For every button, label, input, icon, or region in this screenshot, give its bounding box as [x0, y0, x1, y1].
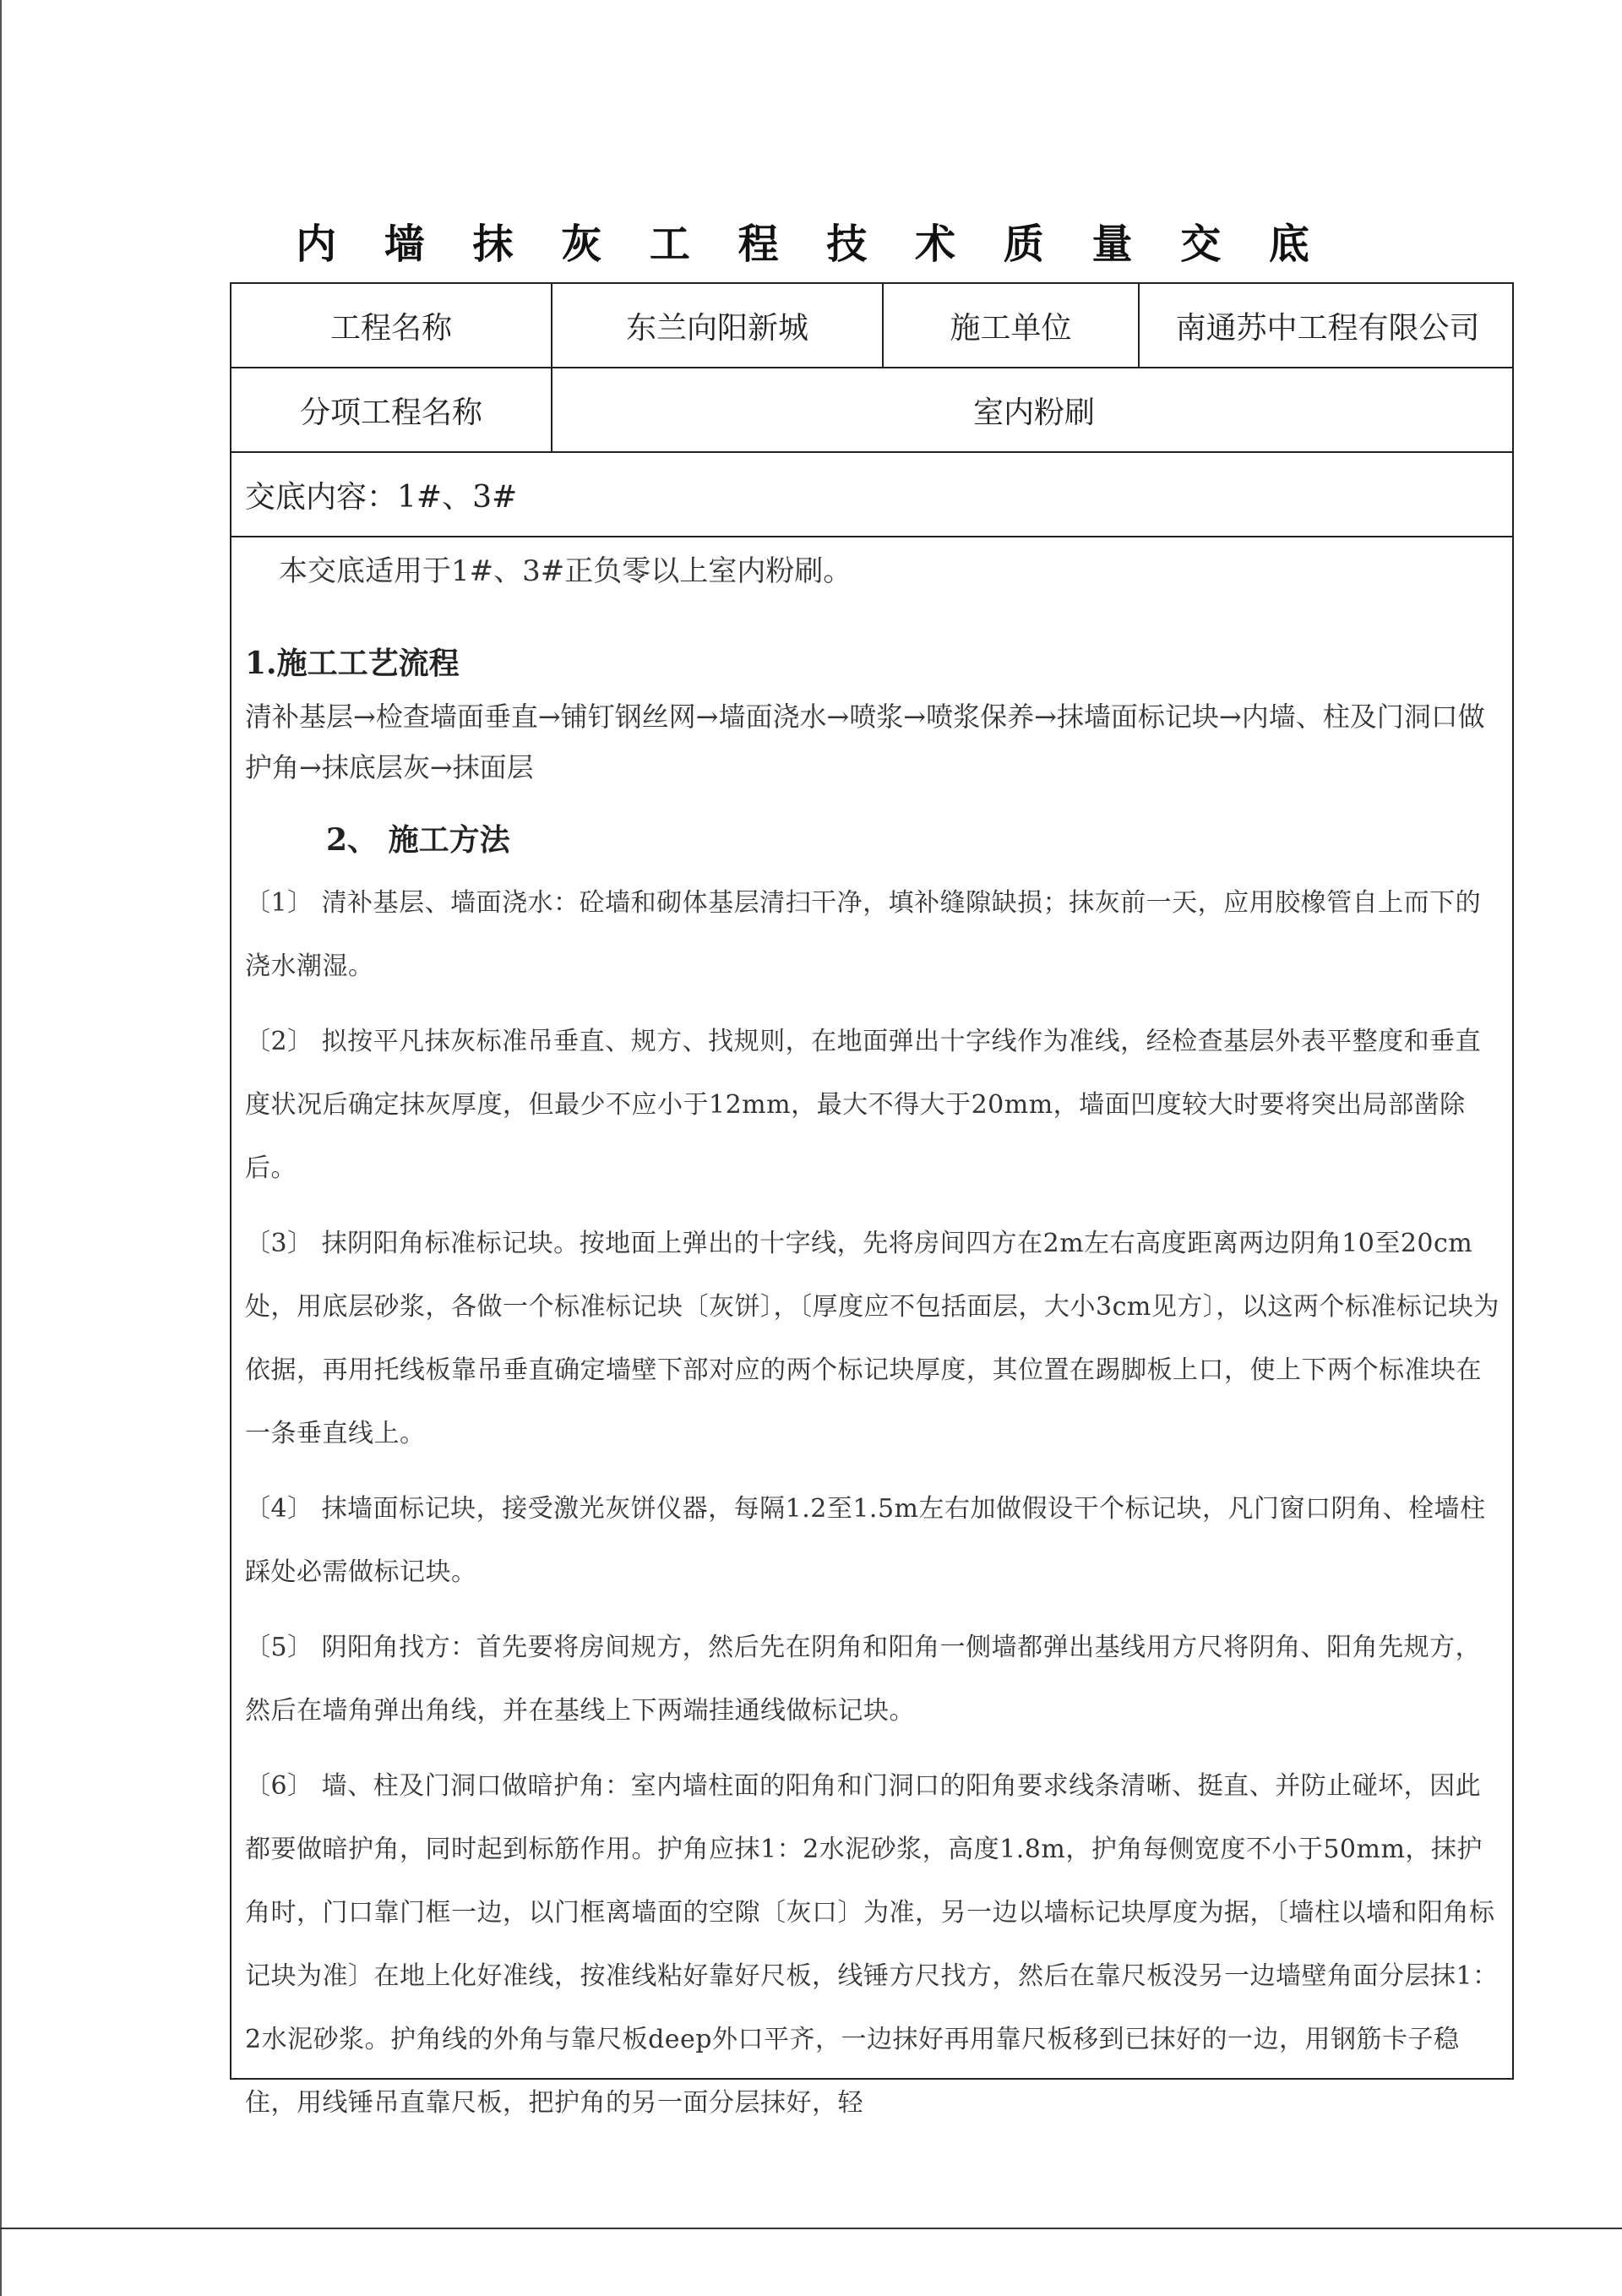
table-row-subproject — [231, 368, 1512, 453]
method-paragraph-4: 〔4〕 抹墙面标记块，接受激光灰饼仪器，每隔1.2至1.5m左右加做假设干个标记块，凡门窗口阴角、栓墙柱踩处必需做标记块。 — [245, 1494, 1486, 1587]
disclosure-content-label: 交底内容：1#、3# — [245, 479, 518, 515]
disclosure-body — [245, 539, 1502, 2135]
method-paragraph-3: 〔3〕 抹阴阳角标准标记块。按地面上弹出的十字线，先将房间四方在2m左右高度距离两边阴角10至20cm处，用底层砂浆，各做一个标准标记块〔灰饼〕，〔厚度应不包括面层，大小3cm见方〕，以这两个标准标记块为依据，再用托线板靠吊垂直确定墙壁下部对应的两个标记块厚度，其位置在踢脚板上口，使上下两个标准块在一条垂直线上。 — [245, 1229, 1500, 1448]
intro-text: 本交底适用于1#、3#正负零以上室内粉刷。 — [279, 554, 852, 588]
project-name-value: 东兰向阳新城 — [552, 284, 884, 367]
project-name-label: 工程名称 — [231, 284, 552, 367]
construction-unit-value: 南通苏中工程有限公司 — [1175, 310, 1480, 346]
method-paragraph-6: 〔6〕 墙、柱及门洞口做暗护角：室内墙柱面的阳角和门洞口的阳角要求线条清晰、挺直、并防止碰坏，因此都要做暗护角，同时起到标筋作用。护角应抹1：2水泥砂浆，高度1.8m，护角每侧宽度不小于50mm，抹护角时，门口靠门框一边，以门框离墙面的空隙〔灰口〕为准，另一边以墙标记块厚度为据，〔墙柱以墙和阳角标记块为准〕在地上化好准线，按准线粘好靠好尺板，线锤方尺找方，然后在靠尺板没另一边墙壁角面分层抹1：2水泥砂浆。护角线的外角与靠尺板deep外口平齐，一边抹好再用靠尺板移到已抹好的一边，用钢筋卡子稳住，用线锤吊直靠尺板，把护角的另一面分层抹好，轻 — [245, 1771, 1499, 2118]
method-paragraph-1: 〔1〕 清补基层、墙面浇水：砼墙和砌体基层清扫干净，填补缝隙缺损；抹灰前一天，应用胶橡管自上而下的浇水潮湿。 — [245, 888, 1482, 981]
section-1-heading: 1.施工工艺流程 — [245, 646, 460, 681]
page-bottom-rule — [0, 2228, 1622, 2229]
sub-project-value: 室内粉刷 — [972, 395, 1095, 430]
disclosure-table — [230, 282, 1514, 2118]
process-flow-text: 清补基层→检查墙面垂直→铺钉钢丝网→墙面浇水→喷浆→喷浆保养→抹墙面标记块→内墙、柱及门洞口做护角→抹底层灰→抹面层 — [245, 701, 1485, 783]
method-paragraph-2: 〔2〕 拟按平凡抹灰标准吊垂直、规方、找规则，在地面弹出十字线作为准线，经检查基层外表平整度和垂直度状况后确定抹灰厚度，但最少不应小于12mm，最大不得大于20mm，墙面凹度较大时要将突出局部凿除后。 — [245, 1027, 1482, 1183]
method-paragraph-5: 〔5〕 阴阳角找方：首先要将房间规方，然后先在阴角和阳角一侧墙都弹出基线用方尺将阴角、阳角先规方，然后在墙角弹出角线，并在基线上下两端挂通线做标记块。 — [245, 1633, 1482, 1726]
page-left-border — [0, 0, 2, 2296]
section-2-heading: 2、 施工方法 — [326, 822, 510, 858]
construction-unit-label: 施工单位 — [884, 284, 1140, 367]
table-row-project — [231, 284, 1512, 368]
table-row-content — [231, 453, 1512, 537]
sub-project-label: 分项工程名称 — [231, 368, 552, 451]
document-title: 内 墙 抹 灰 工 程 技 术 质 量 交 底 — [296, 221, 1326, 268]
